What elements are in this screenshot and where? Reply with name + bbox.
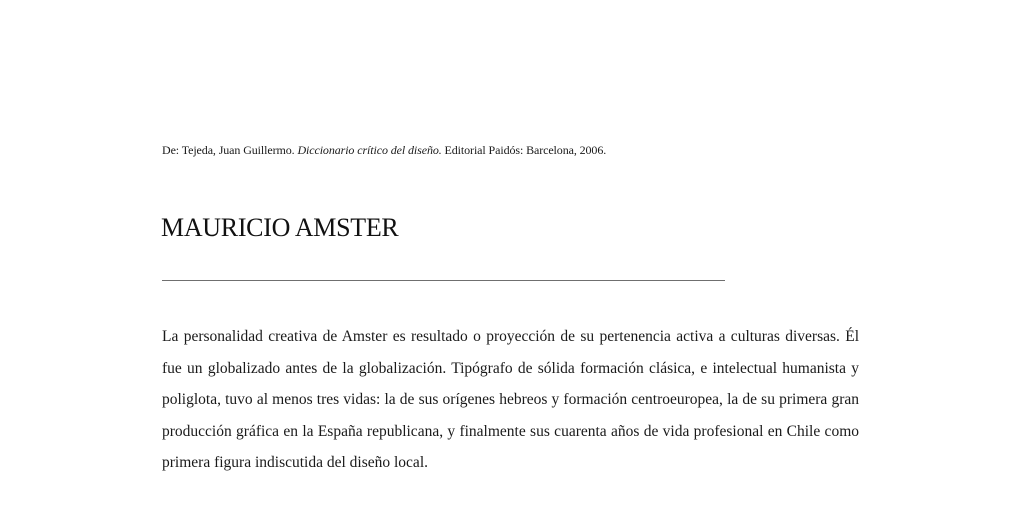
page-title: MAURICIO AMSTER (161, 213, 399, 242)
citation-line (162, 143, 606, 158)
citation-book-title: Diccionario crítico del diseño. (297, 143, 442, 157)
body-paragraph: La personalidad creativa de Amster es resultado o proyección de su pertenencia activa a culturas diversas. Él fue un globalizado antes de la globalización. Tipógrafo de sólida formación clásica, e intelectual humanista y poliglota, tuvo al menos tres vidas: la de sus orígenes hebreos y formación centroeuropea, la de su primera gran producción gráfica en la España republicana, y finalmente sus cuarenta años de vida profesional en Chile como primera figura indiscutida del diseño local. (162, 328, 859, 472)
citation-publisher: Editorial Paidós: Barcelona, 2006. (441, 143, 607, 157)
title-divider (162, 280, 725, 281)
citation-author: De: Tejeda, Juan Guillermo. (162, 143, 298, 157)
